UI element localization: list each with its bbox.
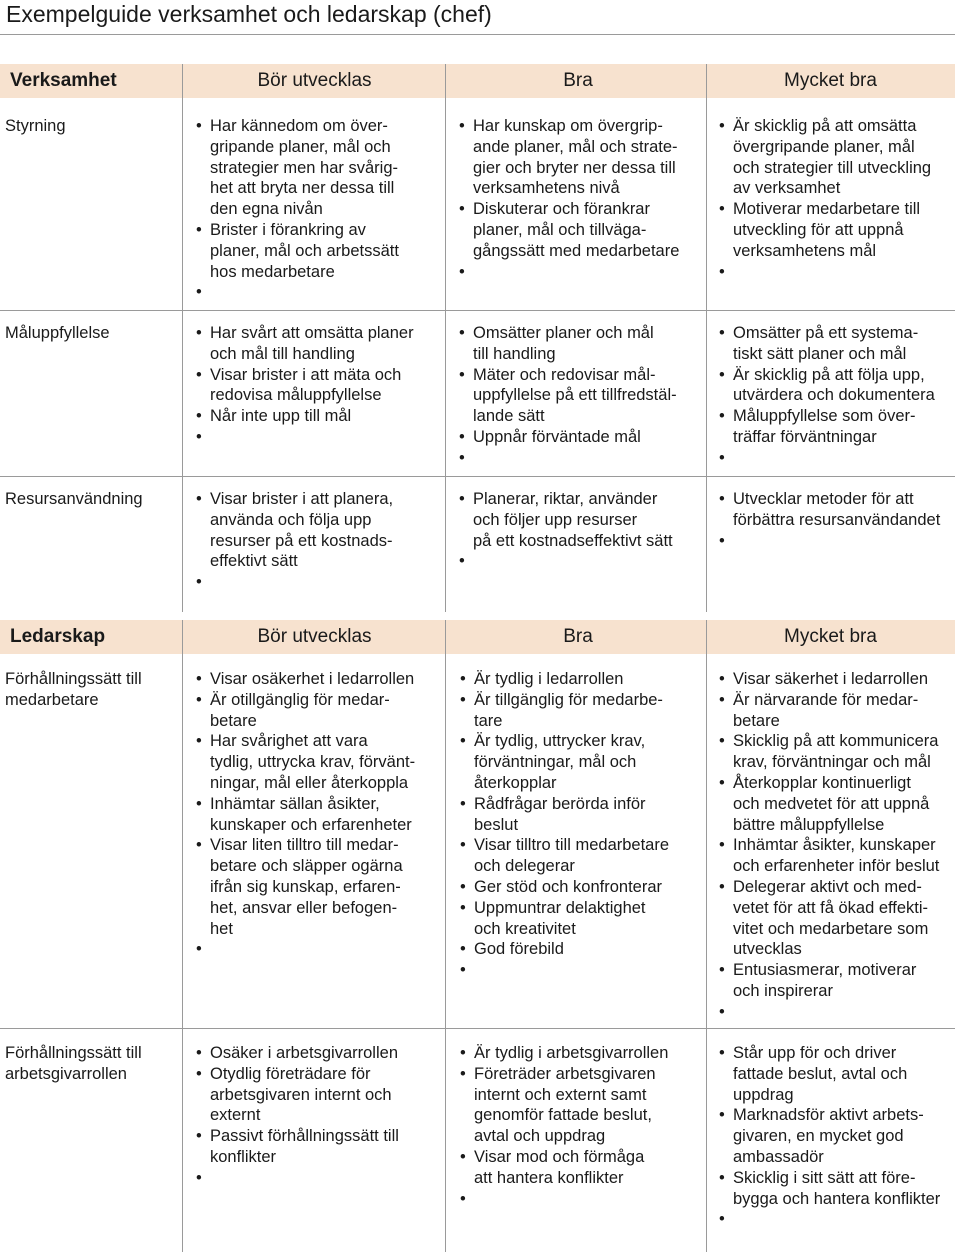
list-item: • Har kännedom om över- gripande planer, mål och strategier men har svårig- het att bryta ner dessa till den egna nivån bbox=[196, 116, 441, 220]
row-label-maluppfyllelse: Måluppfyllelse bbox=[5, 324, 110, 342]
column-divider bbox=[182, 64, 183, 612]
row-label-forhallningssatt-medarbetare: Förhållningssätt till medarbetare bbox=[5, 670, 142, 709]
list-item bbox=[196, 1168, 441, 1189]
list-item: • Är tydlig i ledarrollen bbox=[460, 669, 705, 690]
list-item: • Otydlig företrädare för arbetsgivaren internt och externt bbox=[196, 1064, 441, 1126]
list-item: • Visar säkerhet i ledarrollen bbox=[719, 669, 955, 690]
list-item: • Motiverar medarbetare till utveckling för att uppnå verksamhetens mål bbox=[719, 199, 955, 261]
cell-arbetsgivarrollen-bra bbox=[460, 1043, 705, 1209]
section-header-verksamhet bbox=[0, 64, 955, 98]
cell-maluppfyllelse-bra bbox=[459, 323, 704, 469]
cell-styrning-bra bbox=[459, 116, 704, 282]
list-item: • Företräder arbetsgivaren internt och externt samt genomför fattade beslut, avtal och uppdrag bbox=[460, 1064, 705, 1147]
column-header-bra: Bra bbox=[563, 70, 593, 91]
list-item: • God förebild bbox=[460, 939, 705, 960]
column-header-bra: Bra bbox=[563, 626, 593, 647]
column-divider bbox=[445, 620, 446, 1252]
title-divider bbox=[0, 34, 955, 35]
list-item: • Omsätter på ett systema- tiskt sätt planer och mål bbox=[719, 323, 955, 365]
row-label-forhallningssatt-arbetsgivarrollen: Förhållningssätt till arbetsgivarrollen bbox=[5, 1044, 142, 1083]
list-item: • Skicklig i sitt sätt att före- bygga och hantera konflikter bbox=[719, 1168, 955, 1210]
section-name: Verksamhet bbox=[10, 70, 117, 91]
list-item bbox=[196, 572, 441, 593]
list-item: • Marknadsför aktivt arbets- givaren, en mycket god ambassadör bbox=[719, 1105, 955, 1167]
list-item: • Är otillgänglig för medar- betare bbox=[196, 690, 441, 732]
cell-arbetsgivarrollen-mycket-bra bbox=[719, 1043, 955, 1230]
list-item: • Visar brister i att mäta och redovisa måluppfyllelse bbox=[196, 365, 441, 407]
list-item bbox=[719, 531, 955, 552]
list-item bbox=[460, 1189, 705, 1210]
page-title: Exempelguide verksamhet och ledarskap (chef) bbox=[6, 1, 492, 27]
list-item: • Är tydlig i arbetsgivarrollen bbox=[460, 1043, 705, 1064]
list-item: • Är tydlig, uttrycker krav, förväntningar, mål och återkopplar bbox=[460, 731, 705, 793]
list-item: • Är tillgänglig för medarbe- tare bbox=[460, 690, 705, 732]
list-item: • Skicklig på att kommunicera krav, förväntningar och mål bbox=[719, 731, 955, 773]
column-header-mycket-bra: Mycket bra bbox=[784, 626, 877, 647]
list-item: • Är skicklig på att följa upp, utvärdera och dokumentera bbox=[719, 365, 955, 407]
row-divider bbox=[0, 1028, 955, 1029]
list-item bbox=[459, 551, 704, 572]
list-item: • Visar tilltro till medarbetare och delegerar bbox=[460, 835, 705, 877]
list-item bbox=[196, 427, 441, 448]
list-item: • Entusiasmerar, motiverar och inspirerar bbox=[719, 960, 955, 1002]
cell-maluppfyllelse-mycket-bra bbox=[719, 323, 955, 469]
list-item: • Omsätter planer och mål till handling bbox=[459, 323, 704, 365]
column-header-mycket-bra: Mycket bra bbox=[784, 70, 877, 91]
section-header-ledarskap bbox=[0, 620, 955, 654]
list-item: • Osäker i arbetsgivarrollen bbox=[196, 1043, 441, 1064]
list-item bbox=[719, 448, 955, 469]
row-label-styrning: Styrning bbox=[5, 117, 66, 135]
row-divider bbox=[0, 476, 955, 477]
column-header-bor-utvecklas: Bör utvecklas bbox=[257, 626, 372, 647]
list-item bbox=[196, 939, 441, 960]
list-item bbox=[719, 1002, 955, 1023]
list-item: • Delegerar aktivt och med- vetet för att få ökad effekti- vitet och medarbetare som utvecklas bbox=[719, 877, 955, 960]
list-item: • Mäter och redovisar mål- uppfyllelse på ett tillfredstäl- lande sätt bbox=[459, 365, 704, 427]
list-item: • Måluppfyllelse som över- träffar förväntningar bbox=[719, 406, 955, 448]
list-item: • Uppnår förväntade mål bbox=[459, 427, 704, 448]
list-item: • Visar mod och förmåga att hantera konflikter bbox=[460, 1147, 705, 1189]
list-item: • Diskuterar och förankrar planer, mål och tillväga- gångssätt med medarbetare bbox=[459, 199, 704, 261]
list-item bbox=[719, 262, 955, 283]
column-divider bbox=[445, 64, 446, 612]
cell-resursanvandning-mycket-bra bbox=[719, 489, 955, 551]
list-item bbox=[196, 282, 441, 303]
cell-arbetsgivarrollen-bor-utvecklas bbox=[196, 1043, 441, 1189]
cell-maluppfyllelse-bor-utvecklas bbox=[196, 323, 441, 448]
row-divider bbox=[0, 310, 955, 311]
cell-styrning-bor-utvecklas bbox=[196, 116, 441, 303]
list-item bbox=[719, 1209, 955, 1230]
list-item: • Når inte upp till mål bbox=[196, 406, 441, 427]
column-divider bbox=[706, 620, 707, 1252]
list-item: • Planerar, riktar, använder och följer upp resurser på ett kostnadseffektivt sätt bbox=[459, 489, 704, 551]
list-item: • Inhämtar sällan åsikter, kunskaper och erfarenheter bbox=[196, 794, 441, 836]
cell-resursanvandning-bor-utvecklas bbox=[196, 489, 441, 593]
list-item: • Uppmuntrar delaktighet och kreativitet bbox=[460, 898, 705, 940]
list-item: • Visar liten tilltro till medar- betare och släpper ogärna ifrån sig kunskap, erfaren- het, ansvar eller befogen- het bbox=[196, 835, 441, 939]
list-item bbox=[460, 960, 705, 981]
list-item: • Är skicklig på att omsätta övergripande planer, mål och strategier till utveckling av verksamhet bbox=[719, 116, 955, 199]
cell-resursanvandning-bra bbox=[459, 489, 704, 572]
list-item: • Utvecklar metoder för att förbättra resursanvändandet bbox=[719, 489, 955, 531]
list-item: • Ger stöd och konfronterar bbox=[460, 877, 705, 898]
list-item: • Är närvarande för medar- betare bbox=[719, 690, 955, 732]
list-item bbox=[459, 262, 704, 283]
list-item: • Återkopplar kontinuerligt och medvetet för att uppnå bättre måluppfyllelse bbox=[719, 773, 955, 835]
list-item: • Inhämtar åsikter, kunskaper och erfarenheter inför beslut bbox=[719, 835, 955, 877]
list-item: • Visar brister i att planera, använda och följa upp resurser på ett kostnads- effektivt sätt bbox=[196, 489, 441, 572]
list-item: • Rådfrågar berörda inför beslut bbox=[460, 794, 705, 836]
list-item: • Står upp för och driver fattade beslut, avtal och uppdrag bbox=[719, 1043, 955, 1105]
cell-medarbetare-mycket-bra bbox=[719, 669, 955, 1023]
list-item: • Har kunskap om övergrip- ande planer, mål och strate- gier och bryter ner dessa till verksamhetens nivå bbox=[459, 116, 704, 199]
column-divider bbox=[706, 64, 707, 612]
row-label-resursanvandning: Resursanvändning bbox=[5, 490, 143, 508]
list-item: • Brister i förankring av planer, mål och arbetssätt hos medarbetare bbox=[196, 220, 441, 282]
column-header-bor-utvecklas: Bör utvecklas bbox=[257, 70, 372, 91]
cell-medarbetare-bra bbox=[460, 669, 705, 981]
section-name: Ledarskap bbox=[10, 626, 106, 647]
list-item: • Visar osäkerhet i ledarrollen bbox=[196, 669, 441, 690]
column-divider bbox=[182, 620, 183, 1252]
list-item bbox=[459, 448, 704, 469]
cell-medarbetare-bor-utvecklas bbox=[196, 669, 441, 960]
cell-styrning-mycket-bra bbox=[719, 116, 955, 282]
list-item: • Har svårighet att vara tydlig, uttrycka krav, förvänt- ningar, mål eller återkoppla bbox=[196, 731, 441, 793]
list-item: • Passivt förhållningssätt till konflikter bbox=[196, 1126, 441, 1168]
list-item: • Har svårt att omsätta planer och mål till handling bbox=[196, 323, 441, 365]
